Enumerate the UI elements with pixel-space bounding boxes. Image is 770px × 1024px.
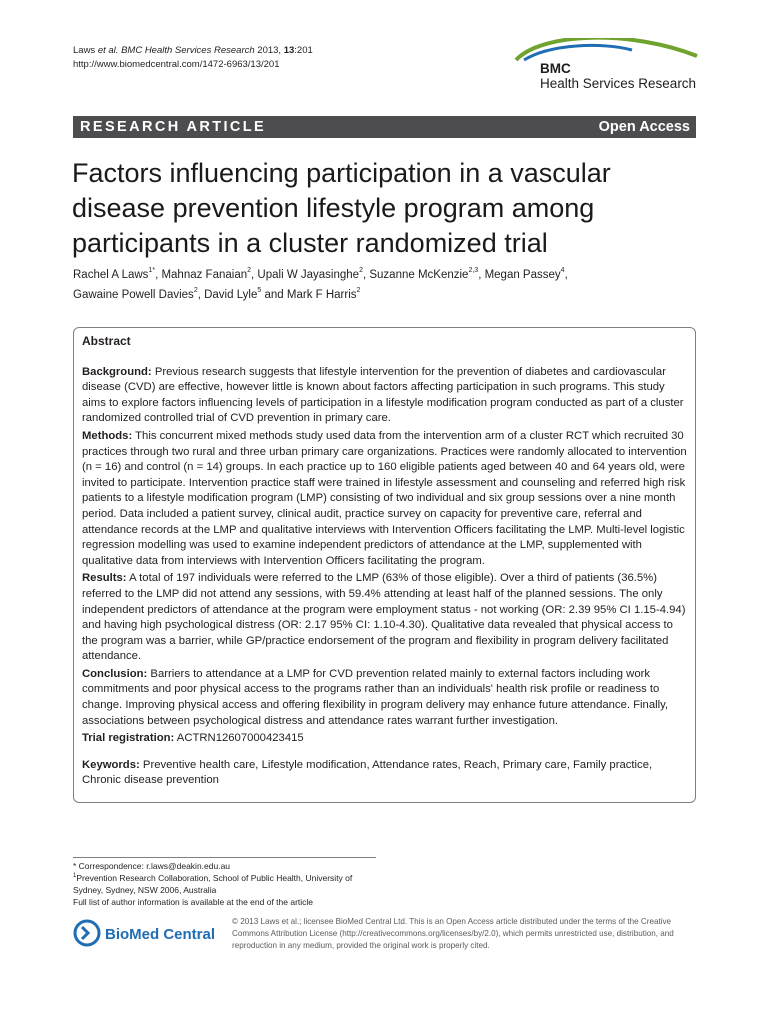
biomed-central-logo bbox=[73, 917, 233, 949]
author-info-note: Full list of author information is available at the end of the article bbox=[73, 897, 314, 907]
author: Upali W Jayasinghe$^2$ bbox=[257, 267, 363, 281]
abstract-background: Background: Previous research suggests that lifestyle intervention for the prevention of diabetes and cardiovascular disease (CVD) are effective, however little is known about factors affecting participation in such programs. This study aims to explore factors influencing levels of participation in a lifestyle modification program conducted as part of a cluster randomized controlled trial of CVD prevention in primary care. bbox=[82, 365, 684, 425]
author: Suzanne McKenzie$^{2,3}$ bbox=[369, 267, 479, 281]
footnote-divider bbox=[73, 857, 376, 858]
author: Rachel A Laws$^{1*}$ bbox=[73, 267, 156, 281]
author: Megan Passey$^4$ bbox=[484, 267, 565, 281]
author: David Lyle$^5$ bbox=[204, 287, 262, 301]
abstract-results: Results: A total of 197 individuals were referred to the LMP (63% of those eligible). Over a third of patients (36.5%) referred to the LMP did not attend any sessions, with 59.4% attending at least half of the planned sessions. The only independent predictors of attendance at the program were employment status - not working (OR: 2.39 95% CI 1.15-4.94) and having high psychological distress (OR: 2.17 95% CI: 1.10-4.30). Qualitative data revealed that physical access to the program was a barrier, while GP/practice endorsement of the program and flexibility in program delivery facilitated attendance. bbox=[82, 572, 686, 663]
citation-journal: et al. BMC Health Services Research bbox=[97, 45, 255, 56]
citation-authors: Laws bbox=[73, 45, 96, 56]
affiliation: $^1$Prevention Research Collaboration, School of Public Health, University of Sydney, Sydney, NSW 2006, Australia bbox=[73, 873, 353, 895]
abstract-methods: Methods: This concurrent mixed methods study used data from the intervention arm of a cluster RCT which recruited 30 practices through two rural and three urban primary care organizations. Practices were randomly allocated to intervention (n = 16) and control (n = 14) groups. In each practice up to 160 eligible patients aged between 40 and 64 years old, were invited to participate. Intervention practice staff were trained in lifestyle assessment and counseling and referred high risk patients to a lifestyle modification program (LMP) consisting of two individual and six group sessions over a nine month period. Data included a patient survey, clinical audit, practice survey on capacity for preventive care, referral and attendance records at the LMP and qualitative interviews with Intervention Officers facilitating the LMP. Multi-level logistic regression modelling was used to examine independent predictors of attendance at the LMP, supplemented with qualitative data from interviews with Intervention Officers facilitating the program. bbox=[82, 429, 687, 567]
license-text: © 2013 Laws et al.; licensee BioMed Central Ltd. This is an Open Access article distributed under the terms of the Creative Commons Attribution License (http://creativecommons.org/licenses/by/2.0), which permits unrestricted use, distribution, and reproduction in any medium, provided the original work is properly cited. bbox=[232, 917, 674, 950]
bmc-logo-text: BMC bbox=[540, 61, 571, 76]
citation-article: :201 bbox=[294, 45, 313, 56]
footnote bbox=[73, 860, 383, 908]
article-type-label: RESEARCH ARTICLE bbox=[80, 119, 267, 135]
open-access-label: Open Access bbox=[598, 119, 690, 135]
citation-year: 2013, bbox=[257, 45, 282, 56]
abstract-trial-registration: Trial registration: ACTRN12607000423415 bbox=[82, 732, 304, 745]
author: Mahnaz Fanaian$^2$ bbox=[161, 267, 252, 281]
correspondence-email[interactable]: r.laws@deakin.edu.au bbox=[146, 861, 231, 871]
abstract bbox=[82, 334, 690, 791]
biomed-arrow-icon bbox=[82, 927, 88, 939]
citation-header bbox=[73, 44, 313, 72]
correspondence: * Correspondence: r.laws@deakin.edu.au bbox=[73, 861, 231, 871]
abstract-heading: Abstract bbox=[82, 334, 131, 348]
abstract-conclusion: Conclusion: Barriers to attendance at a LMP for CVD prevention related mainly to external factors including work commitments and poor physical access to the programs rather than an individuals' health risk profile or readiness to change. Improving physical access and offering flexibility in program delivery may enhance future attendance. Finally, associations between psychological distress and attendance rates warrant further investigation. bbox=[82, 667, 669, 727]
author-list: Rachel A Laws$^{1*}$, Mahnaz Fanaian$^2$, Upali W Jayasinghe$^2$, Suzanne McKenzie$^{2,3}$, Megan Passey$^4$, Gawaine Powell Davies$^2$, David Lyle$^5$ and Mark F Harris$^2$ bbox=[73, 267, 568, 301]
citation-line bbox=[73, 44, 313, 58]
biomed-logo-text: BioMed Central bbox=[105, 926, 216, 943]
abstract-keywords: Keywords: Preventive health care, Lifestyle modification, Attendance rates, Reach, Primary care, Family practice, Chronic disease prevention bbox=[82, 758, 653, 787]
author: Mark F Harris$^2$ bbox=[286, 287, 361, 301]
article-title: Factors influencing participation in a vascular disease prevention lifestyle program among participants in a cluster randomized trial bbox=[72, 158, 611, 258]
citation-url[interactable]: http://www.biomedcentral.com/1472-6963/13/201 bbox=[73, 59, 280, 70]
author: Gawaine Powell Davies$^2$ bbox=[73, 287, 198, 301]
citation-volume: 13 bbox=[283, 45, 295, 56]
logo-arc-green bbox=[516, 38, 697, 60]
author-and: and bbox=[264, 289, 284, 301]
journal-name: Health Services Research bbox=[540, 76, 697, 91]
